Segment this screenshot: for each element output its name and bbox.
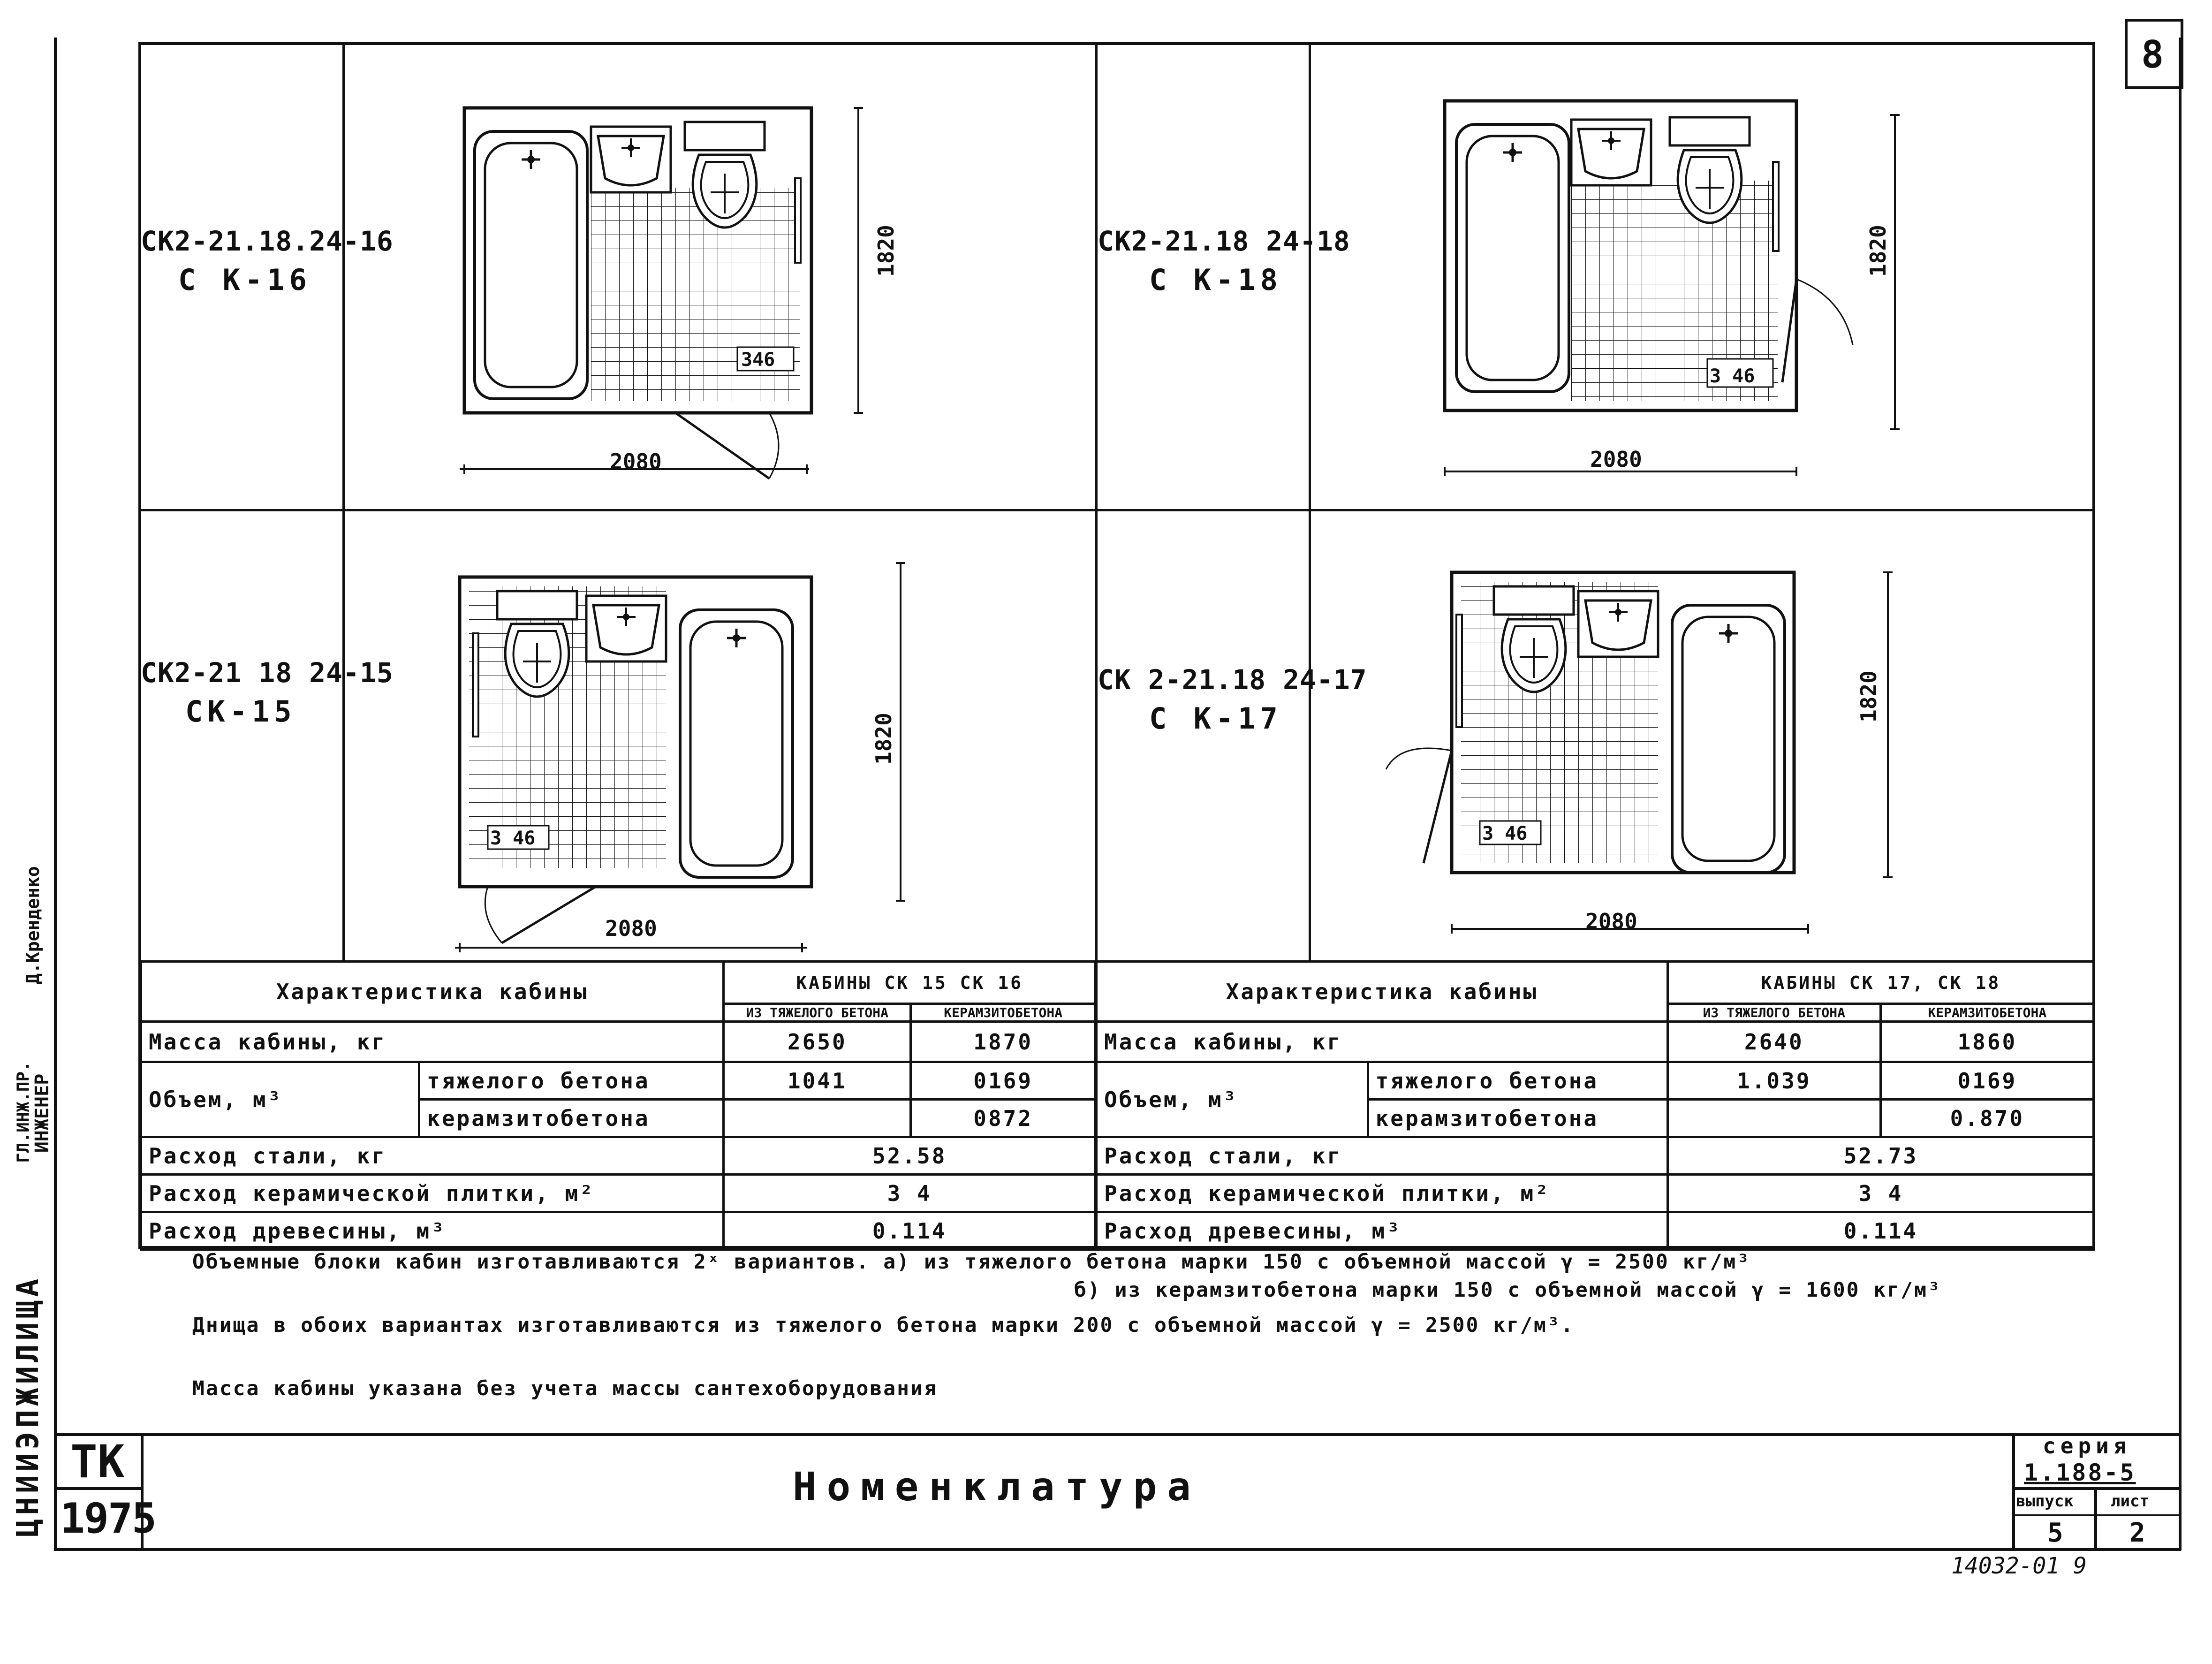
org-code: ТК [70, 1436, 125, 1488]
series-label: серия [2043, 1433, 2131, 1459]
wood-label: Расход древесины, м³ [141, 1212, 724, 1250]
dim-width-sk16: 2080 [610, 449, 662, 474]
plan-code-sk18: СК2-21.18 24-18 [1098, 225, 1350, 257]
heavy-concrete-label: тяжелого бетона [419, 1062, 724, 1100]
plan-short-sk15: СК-15 [185, 694, 296, 729]
volume-heavy-b: 0169 [1880, 1062, 2094, 1100]
tile-label: Расход керамической плитки, м² [1097, 1175, 1668, 1212]
note-line-1: Объемные блоки кабин изготавливаются 2ˣ вариантов. а) из тяжелого бетона марки 150 с объемной массой γ = 2500 кг/м³ [192, 1250, 1751, 1274]
wood-label: Расход древесины, м³ [1097, 1212, 1668, 1250]
dim-height-sk16: 1820 [873, 225, 899, 277]
year: 1975 [60, 1494, 156, 1542]
plan-sk17 [1386, 572, 1893, 934]
plan-code-sk15: СК2-21 18 24-15 [141, 657, 394, 689]
label-sk17: 3 46 [1482, 823, 1528, 844]
mass-label: Масса кабины, кг [141, 1022, 724, 1062]
side-stamp-institute: ЦНИИЭПЖИЛИЩА [11, 1275, 45, 1537]
dim-height-sk18: 1820 [1865, 225, 1891, 277]
characteristics-table-right [1095, 960, 2095, 1251]
volume-heavy-a: 1041 [724, 1062, 911, 1100]
issue-sheet-divider [2094, 1487, 2097, 1550]
plan-sk16 [460, 108, 863, 479]
volume-label: Объем, м³ [1097, 1062, 1368, 1137]
plan-short-sk18: С К-18 [1149, 263, 1282, 297]
subheader-ceramsite: КЕРАМЗИТОБЕТОНА [1880, 1004, 2094, 1022]
wood-value: 0.114 [724, 1212, 1096, 1250]
sheet-number: 8 [2141, 33, 2164, 76]
sheet-title: Номенклатура [793, 1464, 1201, 1510]
issue-value: 5 [2047, 1518, 2063, 1548]
tile-label: Расход керамической плитки, м² [141, 1175, 724, 1212]
steel-label: Расход стали, кг [1097, 1137, 1668, 1175]
volume-label: Объем, м³ [141, 1062, 419, 1137]
dim-height-sk17: 1820 [1856, 670, 1881, 722]
dim-width-sk18: 2080 [1590, 447, 1642, 472]
tile-value: 3 4 [724, 1175, 1096, 1212]
subheader-heavy: ИЗ ТЯЖЕЛОГО БЕТОНА [724, 1004, 911, 1022]
mass-ceramsite: 1860 [1880, 1022, 2094, 1062]
mass-ceramsite: 1870 [911, 1022, 1096, 1062]
steel-label: Расход стали, кг [141, 1137, 724, 1175]
header-characteristic: Характеристика кабины [1097, 962, 1668, 1022]
side-stamp-role-2: ГЛ.ИНЖ.ПР. [14, 1061, 33, 1163]
plan-code-sk16: СК2-21.18.24-16 [141, 225, 394, 257]
volume-ceram-b: 0.870 [1880, 1100, 2094, 1137]
volume-heavy-b: 0169 [911, 1062, 1096, 1100]
plan-short-sk16: С К-16 [178, 263, 311, 297]
subheader-ceramsite: КЕРАМЗИТОБЕТОНА [911, 1004, 1096, 1022]
side-stamp-role-1: ИНЖЕНЕР [31, 1073, 53, 1153]
plan-short-sk17: С К-17 [1149, 701, 1282, 736]
heavy-concrete-label: тяжелого бетона [1368, 1062, 1667, 1100]
subheader-heavy: ИЗ ТЯЖЕЛОГО БЕТОНА [1667, 1004, 1880, 1022]
header-cabins: КАБИНЫ СК 15 СК 16 [724, 962, 1096, 1004]
steel-value: 52.73 [1667, 1137, 2094, 1175]
note-line-2: б) из керамзитобетона марки 150 с объемной массой γ = 1600 кг/м³ [1074, 1278, 1941, 1302]
dim-width-sk15: 2080 [605, 916, 657, 941]
label-sk16: 346 [741, 349, 775, 371]
series-value: 1.188-5 [2024, 1459, 2136, 1486]
title-block-line [54, 1433, 2181, 1436]
dim-height-sk15: 1820 [871, 713, 896, 765]
volume-ceram-a [724, 1100, 911, 1137]
issue-sheet-label-line [2012, 1514, 2181, 1516]
volume-heavy-a: 1.039 [1667, 1062, 1880, 1100]
label-sk15: 3 46 [490, 828, 536, 849]
characteristics-table-left [140, 960, 1097, 1251]
ceramsite-concrete-label: керамзитобетона [419, 1100, 724, 1137]
plan-code-sk17: СК 2-21.18 24-17 [1098, 664, 1367, 696]
volume-ceram-a [1667, 1100, 1880, 1137]
note-line-4: Масса кабины указана без учета массы сантехоборудования [192, 1377, 938, 1400]
mass-heavy: 2650 [724, 1022, 911, 1062]
ceramsite-concrete-label: керамзитобетона [1368, 1100, 1667, 1137]
sheet-label: лист [2111, 1492, 2149, 1511]
steel-value: 52.58 [724, 1137, 1096, 1175]
mass-heavy: 2640 [1667, 1022, 1880, 1062]
sheet-value: 2 [2129, 1518, 2145, 1548]
volume-ceram-b: 0872 [911, 1100, 1096, 1137]
outer-bottom-border [54, 1548, 2181, 1551]
side-stamp-name: Д.Кренденко [23, 866, 43, 984]
plan-sk18 [1445, 101, 1900, 476]
issue-label: выпуск [2016, 1492, 2074, 1511]
label-sk18: 3 46 [1710, 365, 1755, 387]
tile-value: 3 4 [1667, 1175, 2094, 1212]
header-cabins: КАБИНЫ СК 17, СК 18 [1667, 962, 2094, 1004]
series-block-divider [2012, 1433, 2015, 1550]
wood-value: 0.114 [1667, 1212, 2094, 1250]
note-line-3: Днища в обоих вариантах изготавливаются из тяжелого бетона марки 200 с объемной массой γ = 2500 кг/м³. [192, 1314, 1575, 1337]
mass-label: Масса кабины, кг [1097, 1022, 1668, 1062]
dim-width-sk17: 2080 [1585, 909, 1637, 934]
header-characteristic: Характеристика кабины [141, 962, 724, 1022]
plan-sk15 [455, 563, 905, 952]
footer-code: 14032-01 9 [1951, 1553, 2087, 1579]
